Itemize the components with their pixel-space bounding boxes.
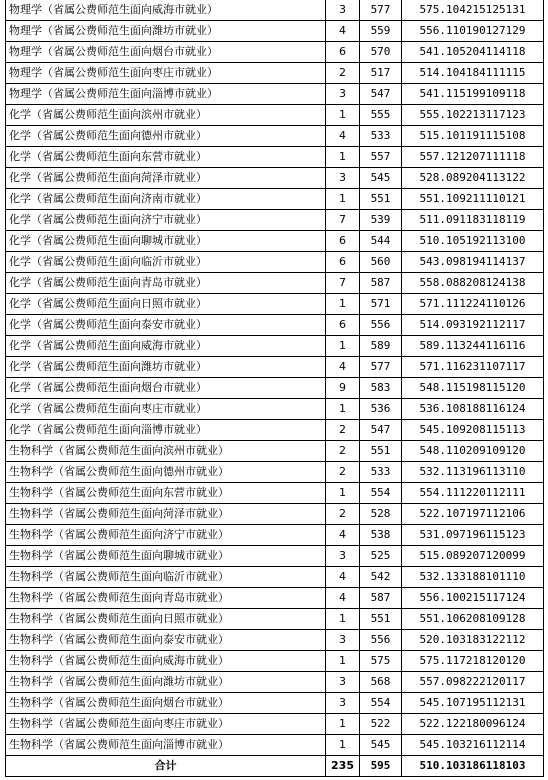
major-cell: 生物科学（省属公费师范生面向泰安市就业） bbox=[6, 630, 326, 651]
major-cell: 生物科学（省属公费师范生面向东营市就业） bbox=[6, 483, 326, 504]
table-row bbox=[6, 147, 544, 168]
table-row bbox=[6, 0, 544, 21]
table-row bbox=[6, 630, 544, 651]
table-row bbox=[6, 567, 544, 588]
max-score-cell: 557 bbox=[360, 147, 402, 168]
avg-score-cell: 541.115199109118 bbox=[402, 84, 544, 105]
table-row bbox=[6, 609, 544, 630]
table-row bbox=[6, 273, 544, 294]
avg-score-cell: 510.105192113100 bbox=[402, 231, 544, 252]
max-score-cell: 560 bbox=[360, 252, 402, 273]
major-cell: 生物科学（省属公费师范生面向菏泽市就业） bbox=[6, 504, 326, 525]
avg-score-cell: 522.122180096124 bbox=[402, 714, 544, 735]
max-score-cell: 522 bbox=[360, 714, 402, 735]
table-row bbox=[6, 735, 544, 756]
table-row bbox=[6, 21, 544, 42]
avg-score-cell: 575.104215125131 bbox=[402, 0, 544, 21]
max-score-cell: 554 bbox=[360, 483, 402, 504]
avg-score-cell: 556.100215117124 bbox=[402, 588, 544, 609]
major-cell: 化学（省属公费师范生面向聊城市就业） bbox=[6, 231, 326, 252]
max-score-cell: 533 bbox=[360, 126, 402, 147]
max-score-cell: 551 bbox=[360, 441, 402, 462]
major-cell: 生物科学（省属公费师范生面向淄博市就业） bbox=[6, 735, 326, 756]
major-cell: 生物科学（省属公费师范生面向临沂市就业） bbox=[6, 567, 326, 588]
table-row bbox=[6, 420, 544, 441]
avg-score-cell: 545.109208115113 bbox=[402, 420, 544, 441]
table-row bbox=[6, 294, 544, 315]
max-score-cell: 533 bbox=[360, 462, 402, 483]
avg-score-cell: 528.089204113122 bbox=[402, 168, 544, 189]
count-cell: 3 bbox=[326, 630, 360, 651]
avg-score-cell: 514.093192112117 bbox=[402, 315, 544, 336]
max-score-cell: 525 bbox=[360, 546, 402, 567]
count-cell: 1 bbox=[326, 735, 360, 756]
count-cell: 1 bbox=[326, 147, 360, 168]
avg-score-cell: 515.101191115108 bbox=[402, 126, 544, 147]
count-cell: 6 bbox=[326, 231, 360, 252]
table-row bbox=[6, 441, 544, 462]
total-count: 235 bbox=[326, 756, 360, 777]
major-cell: 化学（省属公费师范生面向淄博市就业） bbox=[6, 420, 326, 441]
avg-score-cell: 545.103216112114 bbox=[402, 735, 544, 756]
table-row bbox=[6, 315, 544, 336]
table-row bbox=[6, 672, 544, 693]
table-row bbox=[6, 399, 544, 420]
major-cell: 化学（省属公费师范生面向潍坊市就业） bbox=[6, 357, 326, 378]
count-cell: 7 bbox=[326, 210, 360, 231]
major-cell: 化学（省属公费师范生面向滨州市就业） bbox=[6, 105, 326, 126]
avg-score-cell: 557.121207111118 bbox=[402, 147, 544, 168]
max-score-cell: 544 bbox=[360, 231, 402, 252]
count-cell: 7 bbox=[326, 273, 360, 294]
avg-score-cell: 515.089207120099 bbox=[402, 546, 544, 567]
avg-score-cell: 548.115198115120 bbox=[402, 378, 544, 399]
major-cell: 生物科学（省属公费师范生面向枣庄市就业） bbox=[6, 714, 326, 735]
avg-score-cell: 541.105204114118 bbox=[402, 42, 544, 63]
table-row bbox=[6, 504, 544, 525]
major-cell: 生物科学（省属公费师范生面向聊城市就业） bbox=[6, 546, 326, 567]
count-cell: 2 bbox=[326, 63, 360, 84]
major-cell: 生物科学（省属公费师范生面向滨州市就业） bbox=[6, 441, 326, 462]
max-score-cell: 545 bbox=[360, 168, 402, 189]
major-cell: 生物科学（省属公费师范生面向青岛市就业） bbox=[6, 588, 326, 609]
table-row bbox=[6, 63, 544, 84]
count-cell: 4 bbox=[326, 567, 360, 588]
count-cell: 2 bbox=[326, 462, 360, 483]
major-cell: 物理学（省属公费师范生面向枣庄市就业） bbox=[6, 63, 326, 84]
count-cell: 3 bbox=[326, 672, 360, 693]
count-cell: 2 bbox=[326, 504, 360, 525]
avg-score-cell: 511.091183118119 bbox=[402, 210, 544, 231]
count-cell: 2 bbox=[326, 441, 360, 462]
total-max-score: 595 bbox=[360, 756, 402, 777]
avg-score-cell: 558.088208124138 bbox=[402, 273, 544, 294]
avg-score-cell: 551.109211110121 bbox=[402, 189, 544, 210]
avg-score-cell: 551.106208109128 bbox=[402, 609, 544, 630]
count-cell: 1 bbox=[326, 336, 360, 357]
count-cell: 4 bbox=[326, 21, 360, 42]
max-score-cell: 589 bbox=[360, 336, 402, 357]
count-cell: 1 bbox=[326, 651, 360, 672]
table-row bbox=[6, 483, 544, 504]
major-cell: 生物科学（省属公费师范生面向潍坊市就业） bbox=[6, 672, 326, 693]
max-score-cell: 577 bbox=[360, 357, 402, 378]
count-cell: 1 bbox=[326, 399, 360, 420]
table-row bbox=[6, 84, 544, 105]
count-cell: 4 bbox=[326, 588, 360, 609]
max-score-cell: 551 bbox=[360, 609, 402, 630]
table-row bbox=[6, 546, 544, 567]
major-cell: 化学（省属公费师范生面向临沂市就业） bbox=[6, 252, 326, 273]
table-row bbox=[6, 462, 544, 483]
total-row bbox=[6, 756, 544, 777]
avg-score-cell: 514.104184111115 bbox=[402, 63, 544, 84]
max-score-cell: 554 bbox=[360, 693, 402, 714]
avg-score-cell: 548.110209109120 bbox=[402, 441, 544, 462]
max-score-cell: 555 bbox=[360, 105, 402, 126]
major-cell: 物理学（省属公费师范生面向淄博市就业） bbox=[6, 84, 326, 105]
table-row bbox=[6, 693, 544, 714]
count-cell: 2 bbox=[326, 420, 360, 441]
count-cell: 6 bbox=[326, 315, 360, 336]
max-score-cell: 545 bbox=[360, 735, 402, 756]
major-cell: 化学（省属公费师范生面向枣庄市就业） bbox=[6, 399, 326, 420]
count-cell: 9 bbox=[326, 378, 360, 399]
table-row bbox=[6, 252, 544, 273]
major-cell: 生物科学（省属公费师范生面向威海市就业） bbox=[6, 651, 326, 672]
avg-score-cell: 555.102213117123 bbox=[402, 105, 544, 126]
table-row bbox=[6, 126, 544, 147]
major-cell: 生物科学（省属公费师范生面向日照市就业） bbox=[6, 609, 326, 630]
max-score-cell: 556 bbox=[360, 630, 402, 651]
avg-score-cell: 571.116231107117 bbox=[402, 357, 544, 378]
table-row bbox=[6, 714, 544, 735]
count-cell: 4 bbox=[326, 126, 360, 147]
max-score-cell: 568 bbox=[360, 672, 402, 693]
max-score-cell: 571 bbox=[360, 294, 402, 315]
max-score-cell: 575 bbox=[360, 651, 402, 672]
major-cell: 物理学（省属公费师范生面向潍坊市就业） bbox=[6, 21, 326, 42]
count-cell: 1 bbox=[326, 294, 360, 315]
max-score-cell: 583 bbox=[360, 378, 402, 399]
count-cell: 1 bbox=[326, 714, 360, 735]
admission-score-table bbox=[5, 0, 544, 777]
avg-score-cell: 554.111220112111 bbox=[402, 483, 544, 504]
table-row bbox=[6, 231, 544, 252]
table-row bbox=[6, 378, 544, 399]
avg-score-cell: 545.107195112131 bbox=[402, 693, 544, 714]
major-cell: 化学（省属公费师范生面向东营市就业） bbox=[6, 147, 326, 168]
major-cell: 化学（省属公费师范生面向泰安市就业） bbox=[6, 315, 326, 336]
max-score-cell: 538 bbox=[360, 525, 402, 546]
count-cell: 1 bbox=[326, 189, 360, 210]
table-row bbox=[6, 357, 544, 378]
count-cell: 3 bbox=[326, 546, 360, 567]
major-cell: 生物科学（省属公费师范生面向德州市就业） bbox=[6, 462, 326, 483]
table-row bbox=[6, 588, 544, 609]
major-cell: 生物科学（省属公费师范生面向济宁市就业） bbox=[6, 525, 326, 546]
count-cell: 4 bbox=[326, 357, 360, 378]
major-cell: 物理学（省属公费师范生面向烟台市就业） bbox=[6, 42, 326, 63]
max-score-cell: 587 bbox=[360, 273, 402, 294]
avg-score-cell: 575.117218120120 bbox=[402, 651, 544, 672]
count-cell: 3 bbox=[326, 84, 360, 105]
table-row bbox=[6, 189, 544, 210]
max-score-cell: 577 bbox=[360, 0, 402, 21]
total-label: 合计 bbox=[6, 756, 326, 777]
max-score-cell: 517 bbox=[360, 63, 402, 84]
major-cell: 化学（省属公费师范生面向威海市就业） bbox=[6, 336, 326, 357]
count-cell: 1 bbox=[326, 609, 360, 630]
major-cell: 化学（省属公费师范生面向济宁市就业） bbox=[6, 210, 326, 231]
major-cell: 化学（省属公费师范生面向青岛市就业） bbox=[6, 273, 326, 294]
max-score-cell: 528 bbox=[360, 504, 402, 525]
major-cell: 生物科学（省属公费师范生面向烟台市就业） bbox=[6, 693, 326, 714]
total-avg-score: 510.103186118103 bbox=[402, 756, 544, 777]
major-cell: 化学（省属公费师范生面向济南市就业） bbox=[6, 189, 326, 210]
avg-score-cell: 532.133188101110 bbox=[402, 567, 544, 588]
avg-score-cell: 531.097196115123 bbox=[402, 525, 544, 546]
major-cell: 物理学（省属公费师范生面向威海市就业） bbox=[6, 0, 326, 21]
max-score-cell: 570 bbox=[360, 42, 402, 63]
avg-score-cell: 589.113244116116 bbox=[402, 336, 544, 357]
avg-score-cell: 556.110190127129 bbox=[402, 21, 544, 42]
major-cell: 化学（省属公费师范生面向日照市就业） bbox=[6, 294, 326, 315]
avg-score-cell: 520.103183122112 bbox=[402, 630, 544, 651]
table-row bbox=[6, 651, 544, 672]
count-cell: 3 bbox=[326, 693, 360, 714]
table-row bbox=[6, 168, 544, 189]
major-cell: 化学（省属公费师范生面向烟台市就业） bbox=[6, 378, 326, 399]
count-cell: 3 bbox=[326, 168, 360, 189]
table-row bbox=[6, 336, 544, 357]
count-cell: 3 bbox=[326, 0, 360, 21]
max-score-cell: 539 bbox=[360, 210, 402, 231]
max-score-cell: 536 bbox=[360, 399, 402, 420]
max-score-cell: 547 bbox=[360, 420, 402, 441]
max-score-cell: 556 bbox=[360, 315, 402, 336]
table-row bbox=[6, 525, 544, 546]
avg-score-cell: 543.098194114137 bbox=[402, 252, 544, 273]
count-cell: 1 bbox=[326, 483, 360, 504]
max-score-cell: 559 bbox=[360, 21, 402, 42]
avg-score-cell: 522.107197112106 bbox=[402, 504, 544, 525]
count-cell: 4 bbox=[326, 525, 360, 546]
avg-score-cell: 532.113196113110 bbox=[402, 462, 544, 483]
table-row bbox=[6, 210, 544, 231]
max-score-cell: 551 bbox=[360, 189, 402, 210]
table-body bbox=[6, 0, 544, 756]
table-row bbox=[6, 105, 544, 126]
max-score-cell: 547 bbox=[360, 84, 402, 105]
max-score-cell: 542 bbox=[360, 567, 402, 588]
max-score-cell: 587 bbox=[360, 588, 402, 609]
major-cell: 化学（省属公费师范生面向菏泽市就业） bbox=[6, 168, 326, 189]
avg-score-cell: 536.108188116124 bbox=[402, 399, 544, 420]
table-row bbox=[6, 42, 544, 63]
count-cell: 6 bbox=[326, 252, 360, 273]
avg-score-cell: 571.111224110126 bbox=[402, 294, 544, 315]
count-cell: 6 bbox=[326, 42, 360, 63]
major-cell: 化学（省属公费师范生面向德州市就业） bbox=[6, 126, 326, 147]
count-cell: 1 bbox=[326, 105, 360, 126]
avg-score-cell: 557.098222120117 bbox=[402, 672, 544, 693]
